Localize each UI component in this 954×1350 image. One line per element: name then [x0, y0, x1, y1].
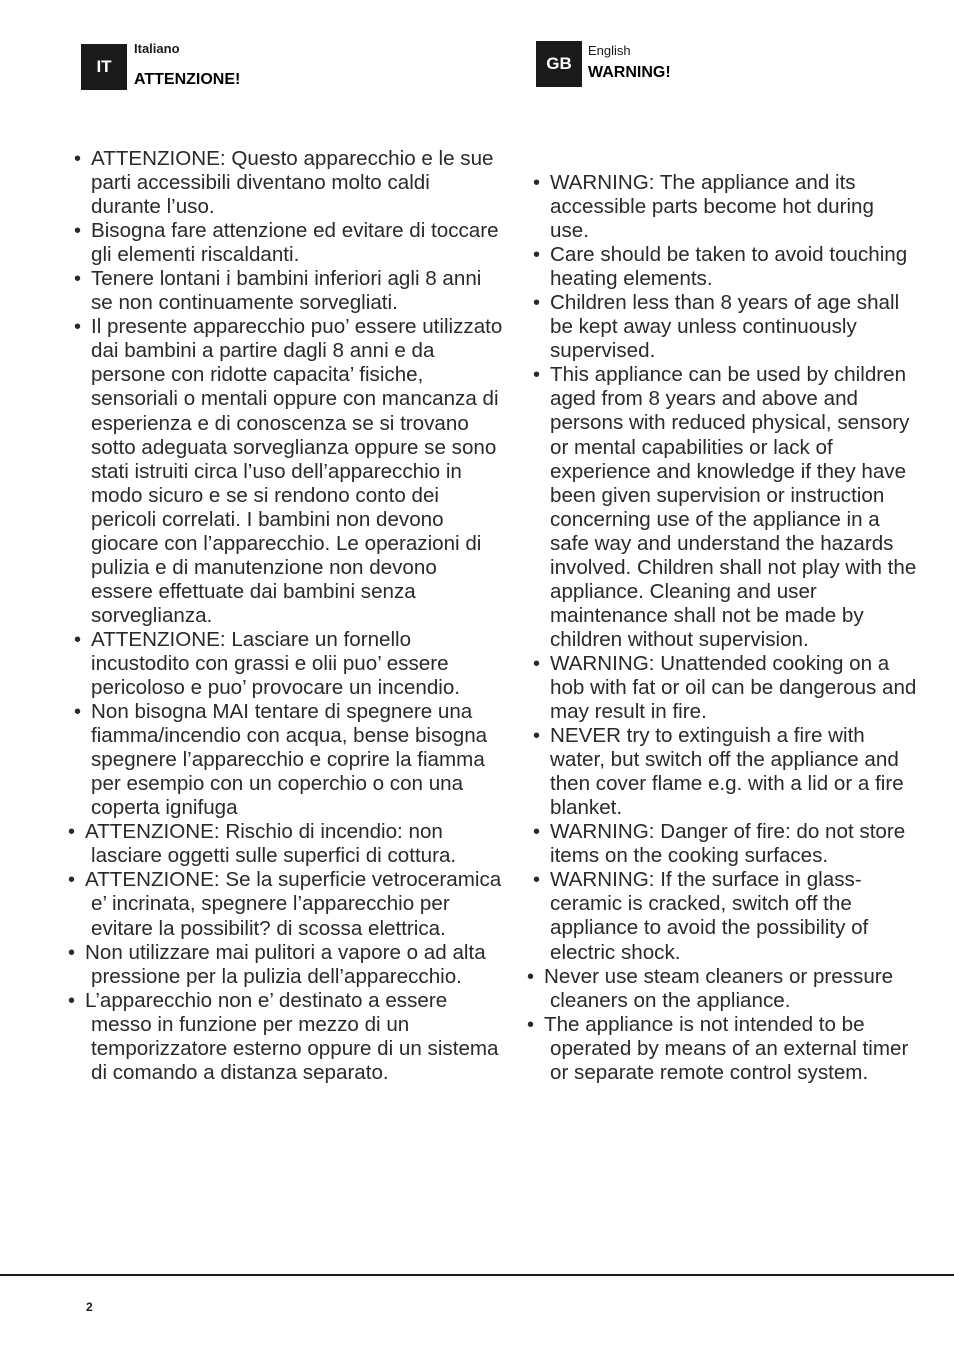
- list-item: • Non utilizzare mai pulitori a vapore o ad alta pressione per la pulizia dell’apparecchio.: [74, 941, 504, 989]
- list-item: • Never use steam cleaners or pressure cleaners on the appliance.: [533, 965, 917, 1013]
- list-item: • Children less than 8 years of age shall be kept away unless continuously supervised.: [533, 291, 917, 363]
- footer-divider: [0, 1274, 954, 1276]
- list-item: • L’apparecchio non e’ destinato a essere messo in funzione per mezzo di un temporizzatore esterno oppure di un sistema di comando a distanza separato.: [74, 989, 504, 1085]
- list-item: • The appliance is not intended to be operated by means of an external timer or separate remote control system.: [533, 1013, 917, 1085]
- list-item: • ATTENZIONE: Rischio di incendio: non lasciare oggetti sulle superfici di cottura.: [74, 820, 504, 868]
- page-number: 2: [86, 1300, 93, 1314]
- list-item: • Care should be taken to avoid touching heating elements.: [533, 243, 917, 291]
- list-item: • Non bisogna MAI tentare di spegnere una fiamma/incendio con acqua, bense bisogna spegnere l’apparecchio e coprire la fiamma per esempio con un coperchio o con una coperta ignifuga: [74, 700, 504, 820]
- list-item: • ATTENZIONE: Questo apparecchio e le sue parti accessibili diventano molto caldi durante l’uso.: [74, 147, 504, 219]
- list-item: • WARNING: Unattended cooking on a hob with fat or oil can be dangerous and may result in fire.: [533, 652, 917, 724]
- warnings-list-gb: [533, 171, 917, 1085]
- list-item: • Il presente apparecchio puo’ essere utilizzato dai bambini a partire dagli 8 anni e da persone con ridotte capacita’ fisiche, sensoriali o mentali oppure con mancanza di esperienza e di conoscenza se si trovano sotto adeguata sorveglianza oppure se sono stati istruiti circa l’uso dell’apparecchio in modo sicuro e se si rendono conto dei pericoli correlati. I bambini non devono giocare con l’apparecchio. Le operazioni di pulizia e di manutenzione non devono essere effettuate dai bambini senza sorveglianza.: [74, 315, 504, 628]
- warnings-list-it: [74, 147, 504, 1085]
- list-item: • ATTENZIONE: Se la superficie vetroceramica e’ incrinata, spegnere l’apparecchio per evitare la possibilit? di scossa elettrica.: [74, 868, 504, 940]
- list-item: • WARNING: Danger of fire: do not store items on the cooking surfaces.: [533, 820, 917, 868]
- warning-heading-gb: WARNING!: [588, 64, 671, 81]
- list-item: • WARNING: The appliance and its accessible parts become hot during use.: [533, 171, 917, 243]
- warning-heading-it: ATTENZIONE!: [134, 71, 241, 88]
- language-name-gb: English: [588, 43, 631, 58]
- list-item: • WARNING: If the surface in glass-ceramic is cracked, switch off the appliance to avoid the possibility of electric shock.: [533, 868, 917, 964]
- language-name-it: Italiano: [134, 41, 180, 56]
- list-item: • ATTENZIONE: Lasciare un fornello incustodito con grassi e olii puo’ essere pericoloso e puo’ provocare un incendio.: [74, 628, 504, 700]
- list-item: • This appliance can be used by children aged from 8 years and above and persons with reduced physical, sensory or mental capabilities or lack of experience and knowledge if they have been given supervision or instruction concerning use of the appliance in a safe way and understand the hazards involved. Children shall not play with the appliance. Cleaning and user maintenance shall not be made by children without supervision.: [533, 363, 917, 652]
- language-badge-it: IT: [81, 44, 127, 90]
- list-item: • Tenere lontani i bambini inferiori agli 8 anni se non continuamente sorvegliati.: [74, 267, 504, 315]
- list-item: • NEVER try to extinguish a fire with water, but switch off the appliance and then cover flame e.g. with a lid or a fire blanket.: [533, 724, 917, 820]
- language-badge-gb: GB: [536, 41, 582, 87]
- list-item: • Bisogna fare attenzione ed evitare di toccare gli elementi riscaldanti.: [74, 219, 504, 267]
